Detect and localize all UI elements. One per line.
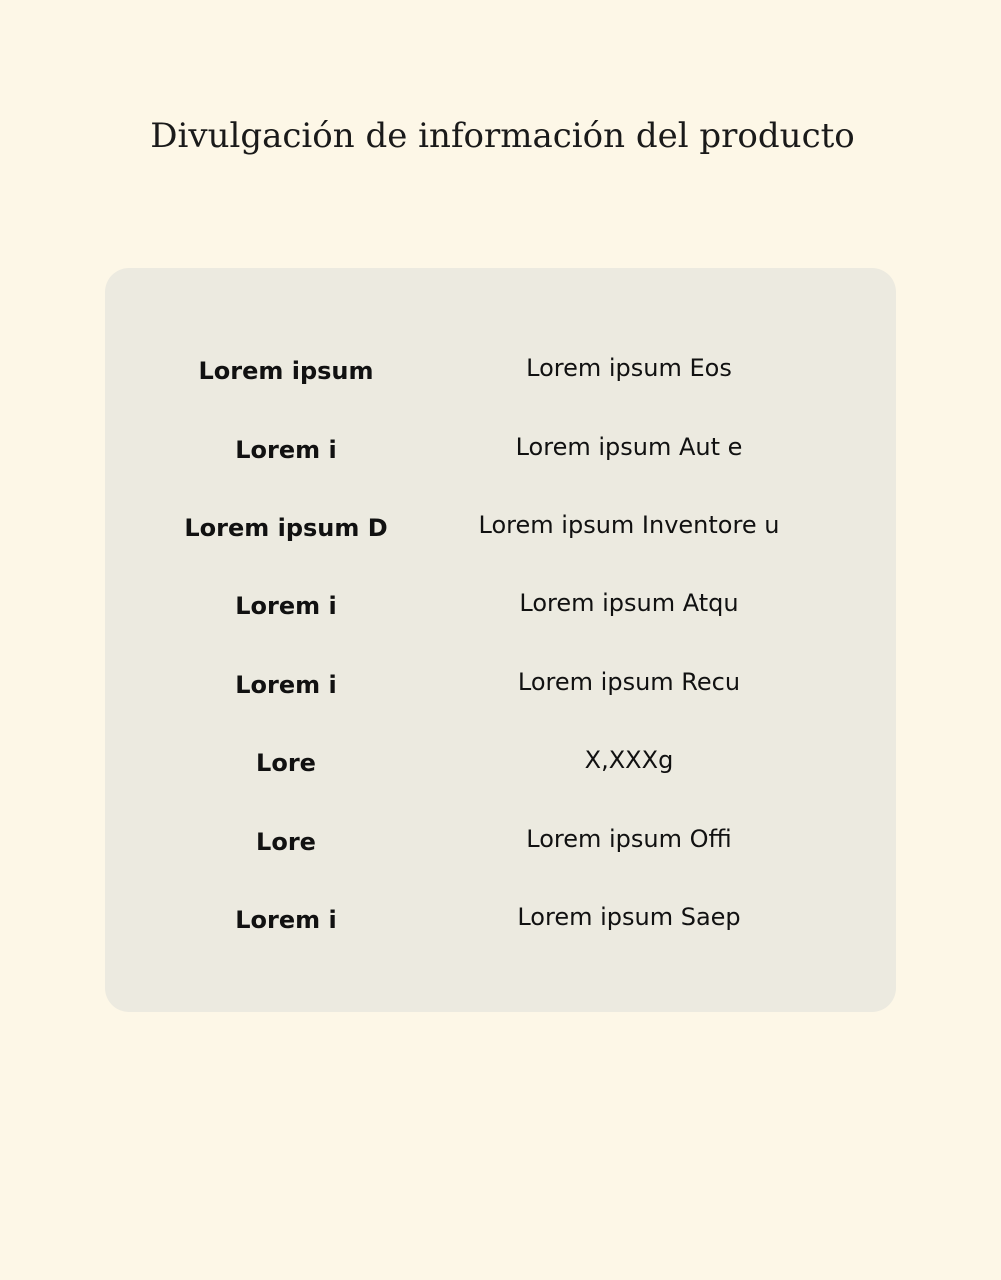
row-label: Lorem i	[235, 436, 337, 464]
product-info-card	[105, 268, 896, 1012]
row-label: Lore	[256, 749, 316, 777]
info-row	[105, 430, 896, 470]
row-label: Lorem ipsum	[198, 357, 374, 385]
info-row	[105, 822, 896, 862]
info-row	[105, 743, 896, 783]
page-title: Divulgación de información del producto	[150, 116, 855, 156]
row-value: Lorem ipsum Offi	[526, 825, 732, 853]
row-label: Lorem i	[235, 671, 337, 699]
info-row	[105, 508, 896, 548]
row-value: Lorem ipsum Saep	[517, 903, 741, 931]
row-label: Lorem i	[235, 906, 337, 934]
info-row	[105, 900, 896, 940]
info-row	[105, 586, 896, 626]
row-value: Lorem ipsum Recu	[517, 668, 741, 696]
row-label: Lorem ipsum D	[184, 514, 388, 542]
row-value: Lorem ipsum Aut e	[515, 433, 743, 461]
row-label: Lore	[256, 828, 316, 856]
row-value: X,XXXg	[584, 746, 674, 774]
row-value: Lorem ipsum Eos	[526, 354, 732, 382]
row-value: Lorem ipsum Inventore u	[478, 511, 780, 539]
info-row	[105, 351, 896, 391]
info-row	[105, 665, 896, 705]
row-value: Lorem ipsum Atqu	[519, 589, 739, 617]
row-label: Lorem i	[235, 592, 337, 620]
